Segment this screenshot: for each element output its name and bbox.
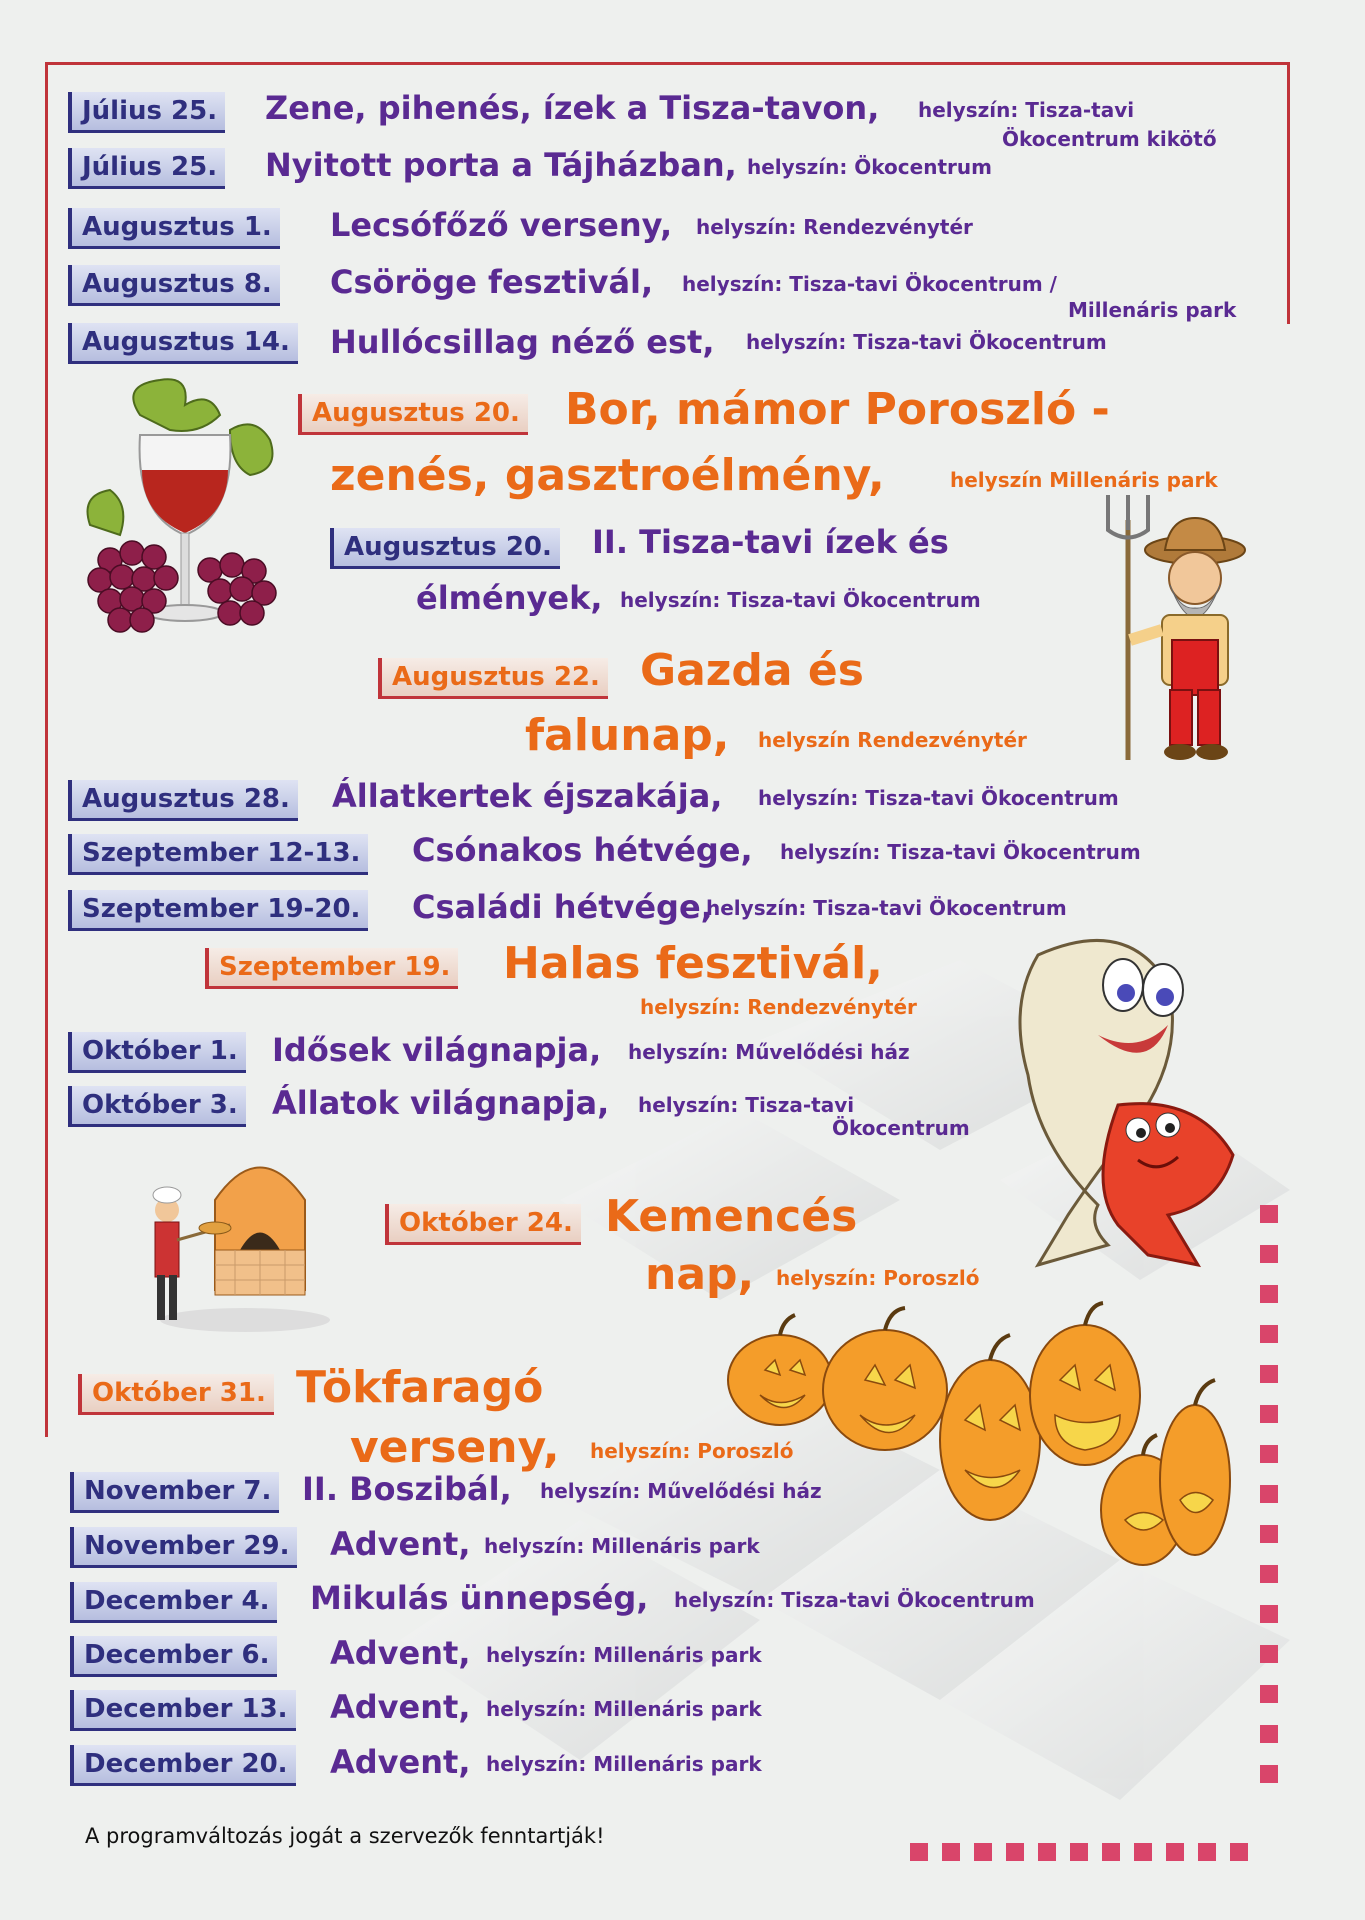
event-title: Idősek világnapja, <box>272 1031 602 1069</box>
event-location: helyszín: Művelődési ház <box>540 1479 822 1503</box>
event-location-cont: Millenáris park <box>1068 298 1237 322</box>
event-location: helyszín: Művelődési ház <box>628 1040 910 1064</box>
event-location: helyszín: Rendezvénytér <box>696 215 973 239</box>
event-date: Október 31. <box>78 1374 274 1415</box>
event-location: helyszín: Tisza-tavi Ökocentrum <box>780 840 1141 864</box>
event-date: November 7. <box>70 1472 279 1513</box>
event-title: Családi hétvége, <box>412 888 713 926</box>
decorative-squares-right <box>1250 1205 1290 1805</box>
event-location: helyszín: Millenáris park <box>484 1534 760 1558</box>
event-date: Július 25. <box>68 92 225 133</box>
event-location: helyszín: Millenáris park <box>486 1697 762 1721</box>
wine-glass-grapes-illustration <box>80 375 290 645</box>
event-location: helyszín: Poroszló <box>590 1439 794 1463</box>
event-location: helyszín: Millenáris park <box>486 1752 762 1776</box>
event-location: helyszín: Tisza-tavi Ökocentrum <box>674 1588 1035 1612</box>
event-location: helyszín: Ökocentrum <box>747 155 992 179</box>
event-location: helyszín: Tisza-tavi Ökocentrum / <box>682 272 1057 296</box>
event-title-cont: élmények, <box>416 579 603 617</box>
event-location-cont: Ökocentrum <box>832 1116 970 1140</box>
event-date: Október 3. <box>68 1086 246 1127</box>
event-title: Gazda és <box>640 645 864 696</box>
event-title: II. Tisza-tavi ízek és <box>592 523 949 561</box>
event-title: Tökfaragó <box>296 1362 544 1413</box>
event-title: II. Boszibál, <box>302 1470 512 1508</box>
event-date: December 6. <box>70 1636 277 1677</box>
fish-pair-illustration <box>998 925 1243 1270</box>
event-title: Advent, <box>330 1525 471 1563</box>
event-date: December 4. <box>70 1582 277 1623</box>
event-date: Augusztus 14. <box>68 323 298 364</box>
event-title: Állatok világnapja, <box>272 1084 610 1122</box>
frame-right-border <box>1287 62 1290 324</box>
event-date: Szeptember 12-13. <box>68 834 368 875</box>
event-date: Szeptember 19. <box>205 948 458 989</box>
pumpkins-illustration <box>725 1300 1235 1570</box>
event-title-cont: zenés, gasztroélmény, <box>330 450 885 501</box>
event-location: helyszín: Tisza-tavi <box>918 98 1135 122</box>
event-title: Kemencés <box>605 1191 858 1242</box>
event-date: Augusztus 8. <box>68 265 280 306</box>
event-title: Advent, <box>330 1634 471 1672</box>
event-title: Csónakos hétvége, <box>412 831 753 869</box>
event-location: helyszín: Tisza-tavi Ökocentrum <box>620 588 981 612</box>
event-date: Július 25. <box>68 148 225 189</box>
event-title: Advent, <box>330 1743 471 1781</box>
event-location: helyszín: Poroszló <box>776 1266 980 1290</box>
event-location: helyszín: Millenáris park <box>486 1643 762 1667</box>
event-date: Augusztus 22. <box>378 658 608 699</box>
event-title-cont: falunap, <box>525 710 730 761</box>
event-title: Advent, <box>330 1688 471 1726</box>
farmer-with-pitchfork-illustration <box>1100 490 1260 765</box>
event-date: Szeptember 19-20. <box>68 890 368 931</box>
event-title: Bor, mámor Poroszló - <box>565 384 1110 435</box>
event-location-cont: Ökocentrum kikötő <box>1002 127 1217 151</box>
event-location: helyszín: Tisza-tavi Ökocentrum <box>758 786 1119 810</box>
event-location: helyszín: Tisza-tavi Ökocentrum <box>706 896 1067 920</box>
event-date: Augusztus 20. <box>330 528 560 569</box>
event-title: Halas fesztivál, <box>503 938 883 989</box>
event-location: helyszín Millenáris park <box>950 468 1218 492</box>
event-date: Augusztus 1. <box>68 208 280 249</box>
event-title-cont: verseny, <box>350 1422 560 1473</box>
decorative-squares-bottom <box>910 1838 1270 1868</box>
event-date: Augusztus 28. <box>68 780 298 821</box>
event-title: Zene, pihenés, ízek a Tisza-tavon, <box>265 89 880 127</box>
event-title-cont: nap, <box>645 1249 755 1300</box>
frame-left-border <box>45 62 48 1437</box>
event-title: Állatkertek éjszakája, <box>332 777 723 815</box>
event-date: Október 24. <box>385 1204 581 1245</box>
baker-oven-illustration <box>145 1140 330 1340</box>
event-location: helyszín: Tisza-tavi <box>638 1093 855 1117</box>
event-date: December 13. <box>70 1690 296 1731</box>
event-title: Lecsófőző verseny, <box>330 206 673 244</box>
event-location: helyszín Rendezvénytér <box>758 728 1027 752</box>
event-title: Nyitott porta a Tájházban, <box>265 146 737 184</box>
event-date: December 20. <box>70 1745 296 1786</box>
event-date: November 29. <box>70 1527 297 1568</box>
event-date: Augusztus 20. <box>298 394 528 435</box>
event-location: helyszín: Rendezvénytér <box>640 995 917 1019</box>
event-location: helyszín: Tisza-tavi Ökocentrum <box>746 330 1107 354</box>
footer-note: A programváltozás jogát a szervezők fenntartják! <box>85 1824 605 1848</box>
event-title: Mikulás ünnepség, <box>310 1579 649 1617</box>
event-title: Csöröge fesztivál, <box>330 263 654 301</box>
event-title: Hullócsillag néző est, <box>330 323 715 361</box>
event-date: Október 1. <box>68 1032 246 1073</box>
frame-top-border <box>45 62 1290 65</box>
